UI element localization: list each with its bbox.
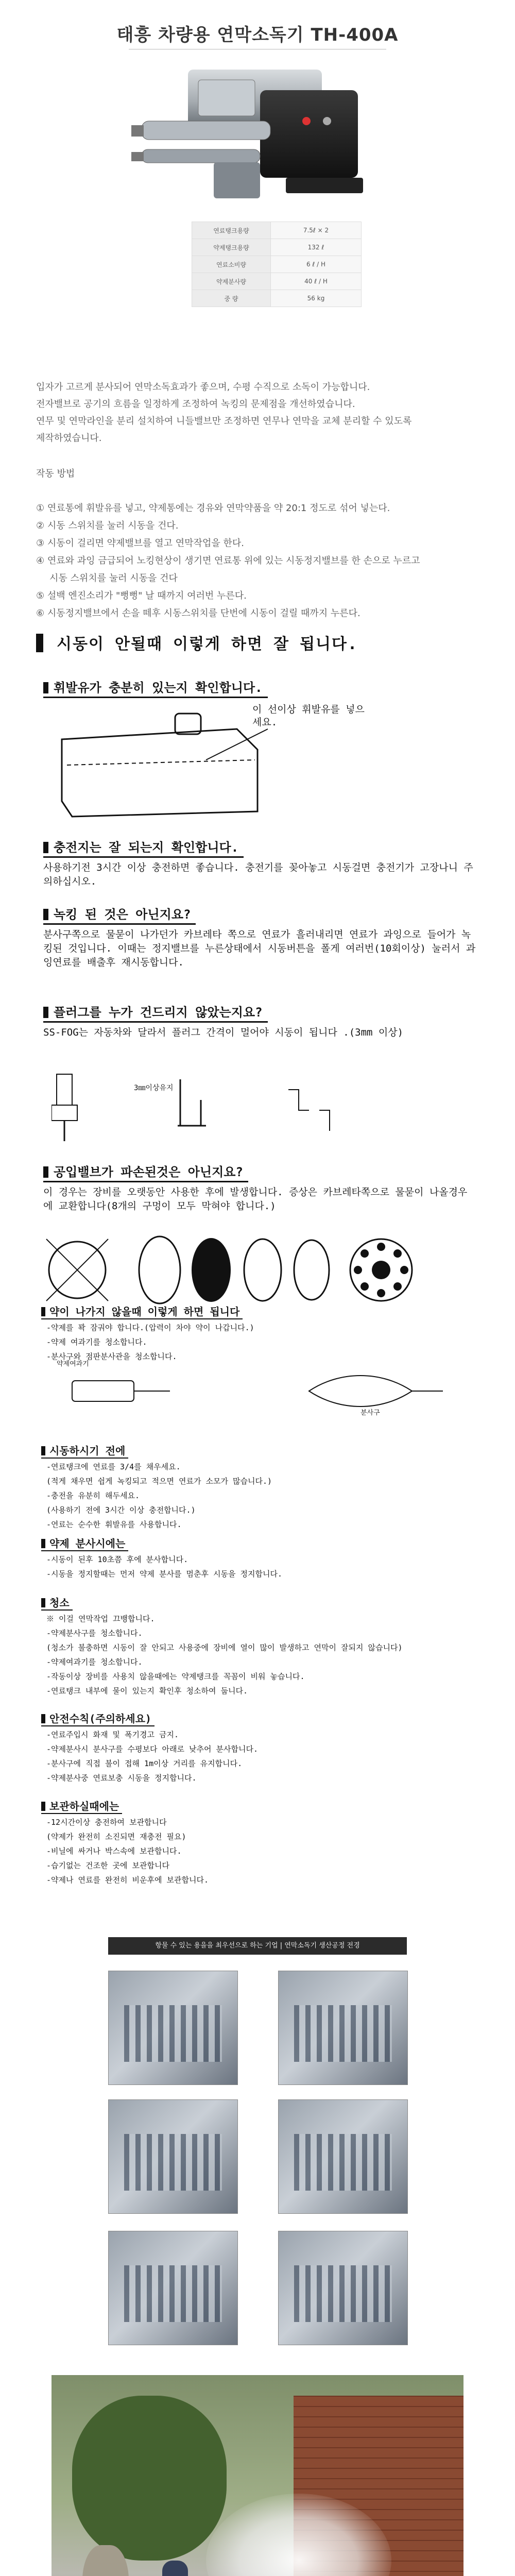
- section-title: 약이 나가지 않을때 이렇게 하면 됩니다: [41, 1303, 243, 1319]
- spray-troubleshooting-section: [41, 1303, 484, 1363]
- product-title: 태흥 차량용 연막소독기 TH-400A: [116, 25, 399, 45]
- factory-photo: [108, 1971, 238, 2085]
- section-item: ※ 이걸 연막작업 끄뱅합니다.: [46, 1614, 155, 1623]
- section-item: -약제를 꽉 잠궈야 합니다.(압력이 차야 약이 나갑니다.): [46, 1323, 254, 1332]
- spec-label: 연료탱크용량: [192, 222, 271, 239]
- step-item: ③ 시동이 걸리면 약제밸브를 열고 연막작업을 한다.: [36, 538, 244, 549]
- product-description: [36, 379, 479, 447]
- section-title: 플러그를 누가 건드리지 않았는지요?: [43, 1002, 268, 1023]
- factory-photo: [108, 2099, 238, 2214]
- section-title: 청소: [41, 1595, 73, 1611]
- tree-shape: [72, 2396, 227, 2561]
- filter-nozzle-drawing: [52, 1360, 453, 1427]
- section-item: (약제가 완전히 소진되면 재충전 필요): [46, 1832, 186, 1841]
- spec-row: [192, 256, 362, 273]
- filter-label: 약제여과기: [57, 1360, 89, 1368]
- spec-value: 132 ℓ: [271, 239, 362, 256]
- step-item: ② 시동 스위치를 눌러 시동을 건다.: [36, 520, 179, 531]
- spec-value: 40 ℓ / H: [271, 273, 362, 290]
- spec-label: 연료소비량: [192, 256, 271, 273]
- factory-photo: [278, 2231, 408, 2345]
- spec-row: [192, 290, 362, 307]
- step-item: ④ 연료와 과잉 금급되어 노킹현상이 생기면 연료통 위에 있는 시동정지밸브를 한 손으로 누르고: [36, 555, 420, 566]
- section-item: -약제여과기를 청소합니다.: [46, 1657, 143, 1667]
- section-text: 이 경우는 장비를 오랫동안 사용한 후에 발생합니다. 증상은 카브레타쪽으로 물묻이 나올경우에 교환합니다(8개의 구멍이 모두 막혀야 합니다.): [43, 1187, 468, 1212]
- factory-photo: [278, 1971, 408, 2085]
- operation-steps: [36, 500, 489, 622]
- section-item: -충전을 유분히 해두세요.: [46, 1491, 140, 1500]
- fuel-tank-drawing: [52, 708, 268, 822]
- section-item: (사용하기 전에 3시간 이상 충전합니다.): [46, 1505, 196, 1515]
- operation-heading: 작동 방법: [36, 468, 75, 479]
- intake-valve-section: [43, 1162, 476, 1213]
- spark-plug-drawing: [52, 1069, 412, 1146]
- nozzle-label: 분사구: [360, 1409, 380, 1417]
- description-line: 전자밸브로 공기의 흐름을 일정하게 조정하여 녹킹의 문제점을 개선하였습니다.: [36, 399, 355, 410]
- gallery-banner: 항물 수 있는 용을을 최우선으로 하는 기업 | 연막소독기 생산공정 전경: [108, 1937, 407, 1955]
- fuel-check-section: [43, 677, 476, 698]
- section-item: (적게 채우면 쉽게 녹킹되고 적으면 연료가 소모가 많습니다.): [46, 1477, 272, 1486]
- section-item: -약제분사구를 청소합니다.: [46, 1629, 143, 1638]
- section-item: -12시간이상 충전하여 보관합니다: [46, 1818, 167, 1827]
- step-item: 시동 스위치를 눌러 시동을 건다: [49, 573, 178, 584]
- section-text: 분사구쪽으로 물묻이 나가던가 카브레타 쪽으로 연료가 흘러내리면 연료가 과잉으로 들어가 녹킹된 것입니다. 이때는 정지밸브를 누른상태에서 시동버튼을 폴게 여러번(10회이상) 눌러서 과잉연료를 배출후 재시동합니다.: [43, 929, 476, 968]
- section-item: -시동이 된후 10초쯤 후에 분사합니다.: [46, 1555, 188, 1564]
- cleaning-section: [41, 1595, 484, 1697]
- step-item: ⑥ 시동정지밸브에서 손을 떼후 시동스위치를 단번에 시동이 걸릴 때까지 누른다.: [36, 608, 360, 619]
- spec-value: 56 kg: [271, 290, 362, 307]
- spec-value: 7.5ℓ × 2: [271, 222, 362, 239]
- section-item: -작동이상 장비를 사용치 않을때에는 약제탱크를 꼭꼼이 비워 놓습니다.: [46, 1672, 305, 1681]
- battery-check-section: [43, 837, 476, 889]
- spec-row: [192, 239, 362, 256]
- section-item: -약제나 연료를 완전히 비운후에 보관합니다.: [46, 1875, 209, 1885]
- section-item: -연료탱크에 연료를 3/4를 채우세요.: [46, 1462, 181, 1471]
- section-title: 약제 분사시에는: [41, 1535, 128, 1551]
- storage-section: [41, 1798, 484, 1886]
- spec-label: 약제탱크용량: [192, 239, 271, 256]
- spec-table: [192, 222, 362, 307]
- section-item: -분사구와 점판분사관을 청소합니다.: [46, 1352, 177, 1361]
- pre-start-section: [41, 1443, 484, 1531]
- section-item: -연료는 순수한 휘발유를 사용합니다.: [46, 1520, 182, 1529]
- section-item: -약제분사중 연료보충 시동을 정지합니다.: [46, 1773, 197, 1783]
- spec-row: [192, 222, 362, 239]
- spraying-section: [41, 1535, 484, 1580]
- section-title: 공입밸브가 파손된것은 아닌지요?: [43, 1162, 248, 1182]
- section-title: 시동하시기 전에: [41, 1443, 128, 1459]
- section-title: 안전수칙(주의하세요): [41, 1710, 154, 1726]
- section-title: 충전지는 잘 되는지 확인합니다.: [43, 837, 244, 858]
- knocking-check-section: [43, 904, 476, 970]
- factory-photo: [278, 2099, 408, 2214]
- step-item: ⑤ 설백 엔진소리가 "뻥뻥" 날 때까지 여러번 누른다.: [36, 590, 247, 601]
- spec-value: 6 ℓ / H: [271, 256, 362, 273]
- safety-section: [41, 1710, 484, 1784]
- section-item: (청소가 불충하면 시동이 잘 안되고 사용중에 장비에 열이 많이 발생하고 연막이 잘되지 않습니다): [46, 1643, 403, 1652]
- section-item: -연료탱크 내부에 물이 있는지 확인후 청소하여 둡니다.: [46, 1686, 248, 1696]
- spec-label: 약제분사량: [192, 273, 271, 290]
- plug-gap-label: 3㎜이상유지: [134, 1084, 174, 1092]
- section-text: 사용하기전 3시간 이상 충전하면 좋습니다. 충전기를 꽂아놓고 시동걸면 충전기가 고장나니 주의하십시오.: [43, 862, 473, 887]
- section-title: 보관하실때에는: [41, 1798, 122, 1814]
- manual-heading: 시동이 안될때 이렇게 하면 잘 됩니다.: [36, 631, 358, 654]
- section-title: 녹킹 된 것은 아닌지요?: [43, 904, 196, 925]
- fogging-machine-illustration: [131, 59, 384, 209]
- section-item: -비닐에 싸거나 박스속에 보관합니다.: [46, 1846, 182, 1856]
- section-item: -습기없는 건조한 곳에 보관합니다: [46, 1861, 169, 1870]
- section-item: -연료주입시 화재 및 폭기경고 금지.: [46, 1730, 179, 1739]
- operator-figure: [162, 2561, 188, 2576]
- plug-check-section: [43, 1002, 476, 1040]
- description-line: 연무 및 연막라인을 분리 설치하여 니들밸브만 조정하면 연무나 연막을 교체 분리할 수 있도록: [36, 416, 412, 427]
- section-item: -분사구에 직접 불이 접해 1m이상 거리를 유지합니다.: [46, 1759, 243, 1768]
- spec-label: 중 량: [192, 290, 271, 307]
- section-title: 휘발유가 충분히 있는지 확인합니다.: [43, 677, 268, 698]
- factory-photo: [108, 2231, 238, 2345]
- section-item: -약제분사시 분사구를 수평보다 아래로 낮추어 분사합니다.: [46, 1744, 258, 1754]
- fogging-demo-photo: [52, 2375, 464, 2576]
- section-item: -약제 여과기를 청소합니다.: [46, 1337, 147, 1347]
- step-item: ① 연료통에 휘발유를 넣고, 약제통에는 경유와 연막약품을 약 20:1 정도로 섞어 넣는다.: [36, 503, 390, 514]
- spec-row: [192, 273, 362, 290]
- description-line: 제작하였습니다.: [36, 433, 102, 444]
- section-item: -시동을 정지할때는 먼저 약제 분사를 멈춘후 시동을 정지합니다.: [46, 1569, 283, 1579]
- description-line: 입자가 고르게 분사되어 연막소독효과가 좋으며, 수평 수직으로 소독이 가능합니다.: [36, 382, 370, 393]
- section-text: SS-FOG는 자동차와 달라서 플러그 간격이 멀어야 시동이 됩니다 .(3mm 이상): [43, 1027, 404, 1038]
- fuel-line-note: 이 선이상 휘발유를 넣으세요.: [252, 704, 365, 728]
